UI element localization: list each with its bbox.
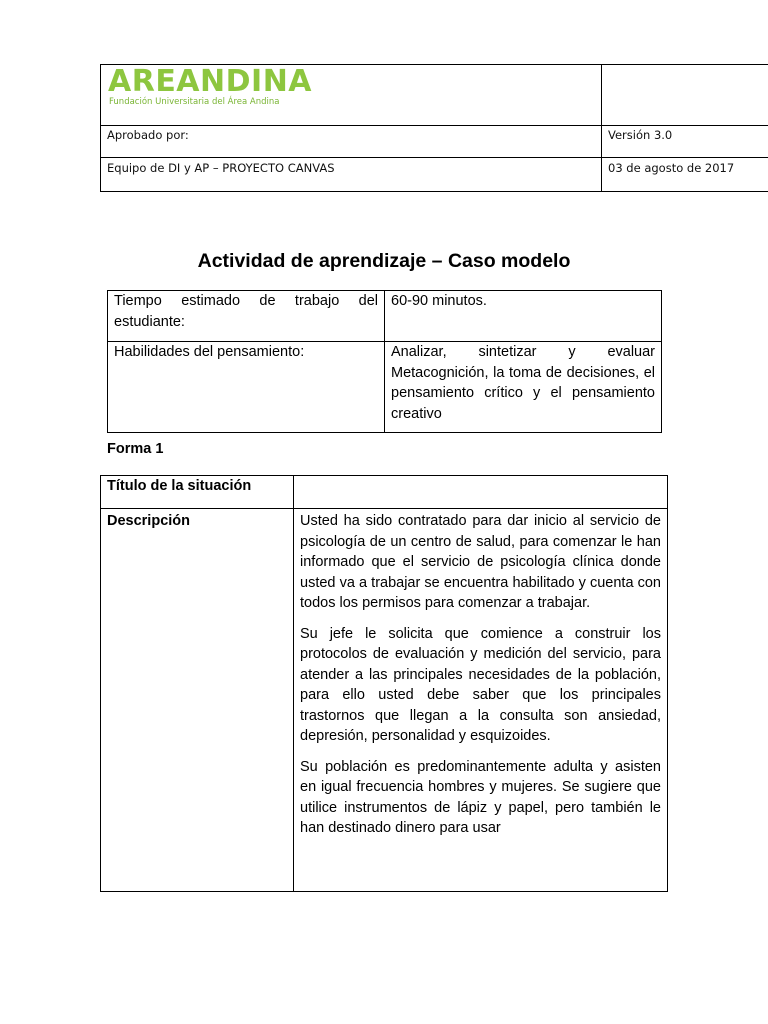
header-border-left	[100, 64, 101, 192]
date-label: 03 de agosto de 2017	[608, 161, 735, 175]
header-border-bottom	[100, 191, 768, 192]
skills-label: Habilidades del pensamiento:	[108, 342, 385, 433]
description-paragraph: Su población es predominantemente adulta y asisten en igual frecuencia hombres y mujeres. Se sugiere que utilice instrumentos de lápiz y papel, pero también le han destinado dinero para usar	[300, 758, 661, 836]
skills-value: Analizar, sintetizar y evaluar Metacognición, la toma de decisiones, el pensamiento crítico y el pensamiento creativo	[385, 342, 662, 433]
approved-by-label: Aprobado por:	[107, 128, 189, 142]
situation-row	[101, 476, 668, 509]
form-label: Forma 1	[107, 441, 164, 457]
header-border-row1	[100, 125, 768, 126]
time-label: Tiempo estimado de trabajo del estudiante:	[108, 291, 385, 342]
time-value: 60-90 minutos.	[385, 291, 662, 342]
header-border-row2	[100, 157, 768, 158]
description-label: Descripción	[101, 509, 294, 892]
description-paragraph: Su jefe le solicita que comience a construir los protocolos de evaluación y medición del servicio, para atender a las principales necesidades de la población, para ello usted debe saber que los principales trastornos que llegan a la consulta son ansiedad, depresión, personalidad y esquizoides.	[300, 625, 661, 744]
situation-value	[294, 476, 668, 509]
version-label: Versión 3.0	[608, 128, 673, 142]
description-cell	[294, 509, 668, 892]
case-table	[100, 475, 668, 892]
header-border-middle	[601, 64, 602, 192]
description-row	[101, 509, 668, 892]
info-table	[107, 290, 662, 433]
page-title: Actividad de aprendizaje – Caso modelo	[197, 250, 571, 272]
time-row	[108, 291, 662, 342]
logo-subtitle: Fundación Universitaria del Área Andina	[109, 97, 280, 107]
situation-label: Título de la situación	[101, 476, 294, 509]
team-label: Equipo de DI y AP – PROYECTO CANVAS	[107, 161, 335, 175]
skills-row	[108, 342, 662, 433]
logo: AREANDINA	[108, 64, 313, 99]
description-paragraph: Usted ha sido contratado para dar inicio al servicio de psicología de un centro de salud, para comenzar le han informado que el servicio de psicología clínica donde usted va a trabajar se encuentra habilitado y cuenta con todos los permisos para comenzar a trabajar.	[300, 513, 661, 611]
